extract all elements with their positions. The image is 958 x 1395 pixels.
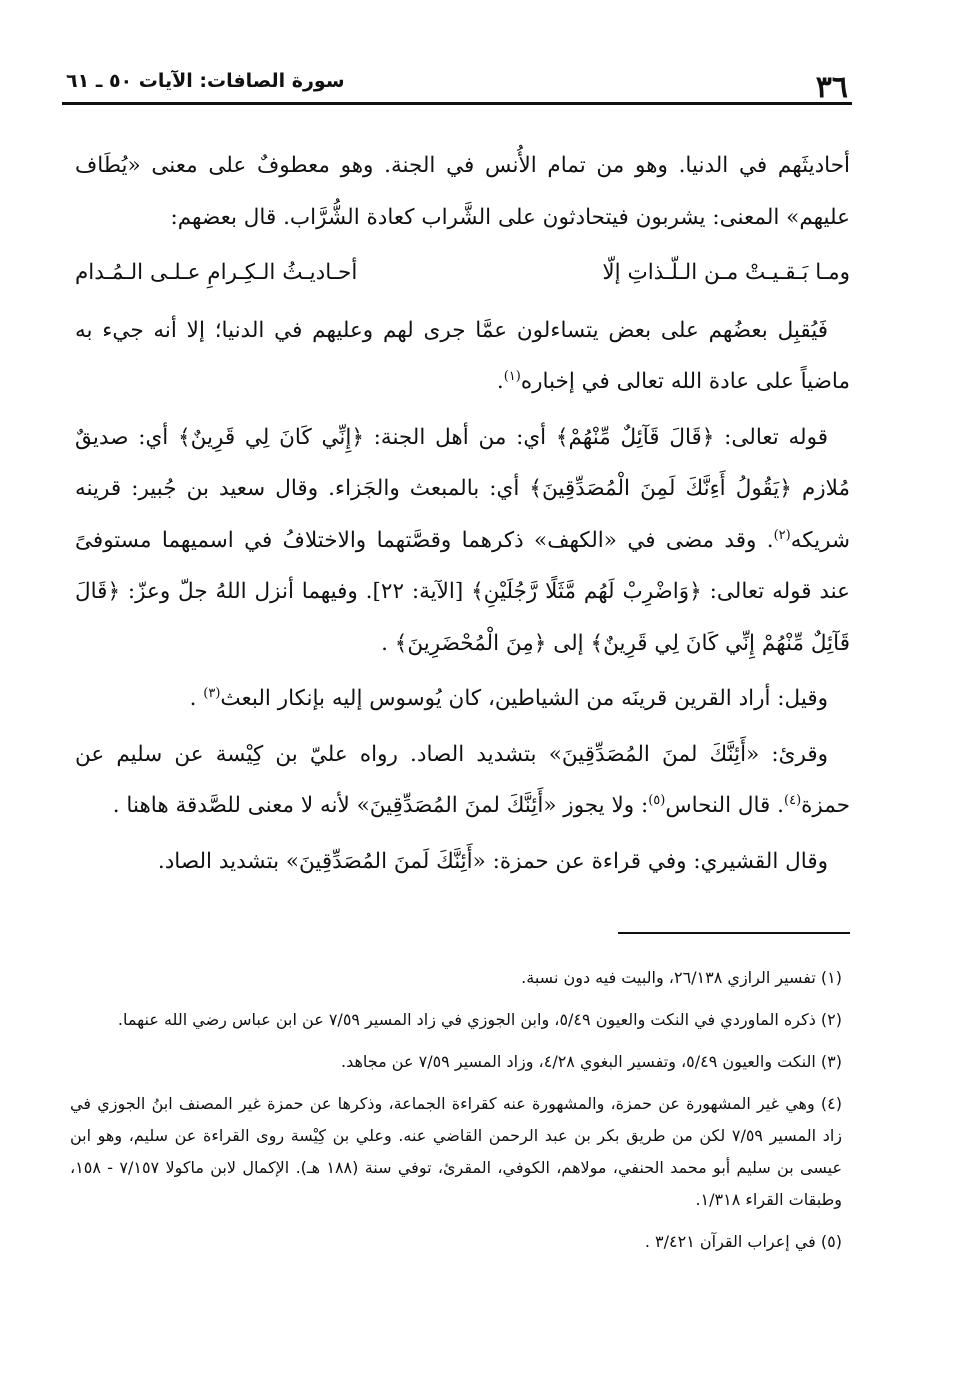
paragraph-4-text: وقيل: أراد القرين قرينَه من الشياطين، كان يُوسوس إليه بإنكار البعث bbox=[220, 686, 828, 711]
paragraph-4 bbox=[75, 673, 850, 725]
page-number: ٣٦ bbox=[815, 70, 848, 105]
footnote-3: (٣) النكت والعيون ٥/٤٩، وتفسير البغوي ٤/٢٨، وزاد المسير ٧/٥٩ عن مجاهد. bbox=[341, 1052, 842, 1071]
footnote-ref-1[interactable]: (١) bbox=[503, 368, 521, 384]
footnote-4: (٤) وهي غير المشهورة عن حمزة، والمشهورة عنه كقراءة الجماعة، وذكرها عن حمزة غير المصنف ابنُ الجوزي في زاد المسير ٧/٥٩ لكن من طريق بكر بن عبد الرحمن القاضي عنه. وعلي بن كِيْسة روى القراءة عن سليم، وهو ابن عيسى بن سليم أبو محمد الحنفي، مولاهم، الكوفي، المقرئ، توفي سنة (١٨٨ هـ). الإكمال لابن ماكولا ٧/١٥٧ - ١٥٨، وطبقات القراء ١/٣١٨. bbox=[70, 1094, 842, 1209]
paragraph-2-end: . bbox=[496, 369, 504, 394]
paragraph-5-text-b: . قال النحاس bbox=[665, 793, 784, 818]
paragraph-3-text-b: . وقد مضى في «الكهف» ذكرهما وقصَّتهما والاختلافُ في اسميهما مستوفىً عند قوله تعالى: ﴿وَاضْرِبْ لَهُم مَّثَلًا رَّجُلَيْنِ﴾ [الآية: ٢٢]. وفيهما أنزل اللهُ جلّ وعزّ: ﴿قَالَ قَآئِلٌ مِّنْهُمْ إِنِّي كَانَ لِي قَرِينٌ﴾ إلى ﴿مِنَ الْمُحْضَرِينَ﴾ . bbox=[75, 527, 850, 656]
verse-second-hemistich: أحـاديـثُ الـكِـرامِ عـلـى الـمُـدام bbox=[75, 260, 358, 285]
paragraph-5-text-c: : ولا يجوز «أَئِنَّكَ لمنَ المُصَدِّقِينَ» لأنه لا معنى للصَّدقة هاهنا . bbox=[112, 793, 649, 818]
paragraph-2 bbox=[75, 305, 850, 408]
footnote-2: (٢) ذكره الماوردي في النكت والعيون ٥/٤٩، وابن الجوزي في زاد المسير ٧/٥٩ عن ابن عباس رضي الله عنهما. bbox=[117, 1010, 842, 1029]
main-text bbox=[75, 140, 850, 891]
verse-first-hemistich: ومـا بَـقـيـتْ مـن الـلّـذاتِ إلّا bbox=[602, 260, 850, 285]
paragraph-2-text: فَيُقبِل بعضُهم على بعض يتساءلون عمَّا جرى لهم وعليهم في الدنيا؛ إلا أنه جيء به ماضياً على عادة الله تعالى في إخباره bbox=[75, 317, 850, 394]
footnote-ref-4[interactable]: (٤) bbox=[784, 792, 802, 808]
footnote-divider bbox=[618, 932, 850, 934]
footnotes bbox=[70, 962, 842, 1268]
footnote-ref-3[interactable]: (٣) bbox=[203, 685, 221, 701]
poetry-verse bbox=[75, 247, 850, 299]
paragraph-3-text-a: قوله تعالى: ﴿قَالَ قَآئِلٌ مِّنْهُمْ﴾ أي: من أهل الجنة: ﴿إِنِّي كَانَ لِي قَرِينٌ﴾ أي: صديقٌ مُلازم ﴿يَقُولُ أَءِنَّكَ لَمِنَ الْمُصَدِّقِينَ﴾ أي: بالمبعث والجَزاء. وقال سعيد بن جُبير: قرينه شريكه bbox=[75, 424, 850, 553]
footnote-ref-2[interactable]: (٢) bbox=[773, 527, 791, 543]
paragraph-6: وقال القشيري: وفي قراءة عن حمزة: «أَئِنَّكَ لَمنَ المُصَدِّقِينَ» بتشديد الصاد. bbox=[157, 848, 828, 874]
running-title: سورة الصافات: الآيات ٥٠ ـ ٦١ bbox=[66, 70, 345, 92]
paragraph-3 bbox=[75, 412, 850, 670]
paragraph-5-text-a: وقرئ: «أَئِنَّكَ لمنَ المُصَدِّقِينَ» بتشديد الصاد. رواه عليّ بن كِيْسة عن سليم عن حمزة bbox=[75, 741, 850, 818]
paragraph-5 bbox=[75, 729, 850, 832]
footnote-5: (٥) في إعراب القرآن ٣/٤٢١ . bbox=[644, 1232, 842, 1251]
paragraph-1: أحاديثَهم في الدنيا. وهو من تمام الأُنس في الجنة. وهو معطوفٌ على معنى «يُطَاف عليهم» المعنى: يشربون فيتحادثون على الشَّراب كعادة الشُّرَّاب. قال بعضهم: bbox=[75, 153, 850, 230]
footnote-ref-5[interactable]: (٥) bbox=[648, 792, 666, 808]
paragraph-4-end: . bbox=[189, 686, 204, 711]
page-header bbox=[62, 62, 852, 105]
footnote-1: (١) تفسير الرازي ٢٦/١٣٨، والبيت فيه دون نسبة. bbox=[521, 968, 842, 987]
